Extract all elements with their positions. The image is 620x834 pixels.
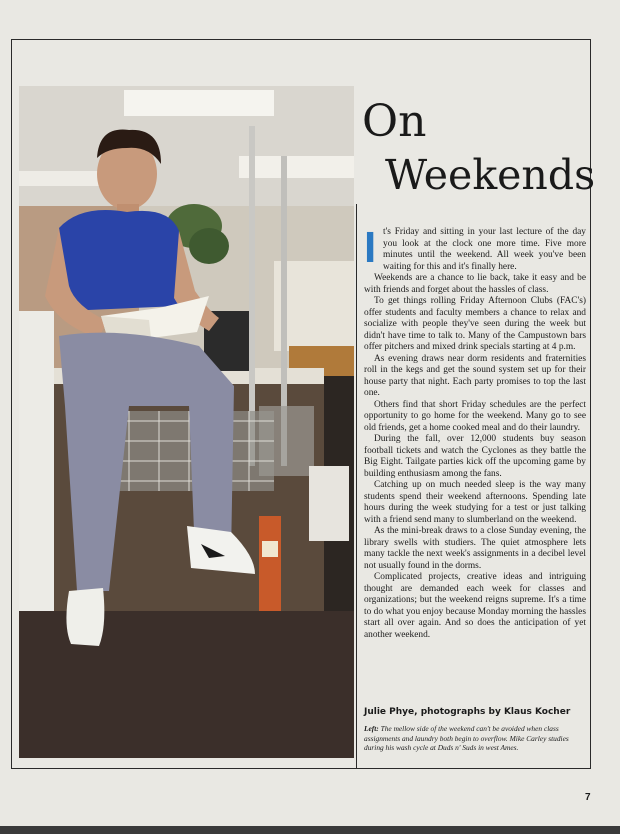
article-paragraph: Complicated projects, creative ideas and intriguing thought are demanded each week for classes and organizations; but the weekend reigns supreme. It's a time to do what you enjoy because Monday morning the hassles start all over again. And so does the anticipation of yet another weekend. [364, 572, 586, 640]
article-paragraph: As evening draws near dorm residents and fraternities roll in the kegs and get the sound system set up for their house party that night. Each party promises to top the last one. [364, 353, 586, 398]
article-paragraph: Catching up on much needed sleep is the way many students spend their weekend afternoons. Spending late hours during the week studying for a test or just talking with a friend send many to slumberland on the weekend. [364, 480, 586, 525]
bottom-edge [0, 826, 620, 834]
article-paragraph: Weekends are a chance to lie back, take it easy and be with friends and forget about the hassles of class. [364, 273, 586, 295]
caption-text: The mellow side of the weekend can't be avoided when class assignments and laundry both begin to overflow. Mike Carley studies during his wash cycle at Duds n' Suds in west Ames. [364, 724, 569, 753]
drop-cap: I [364, 223, 377, 272]
article-paragraph: As the mini-break draws to a close Sunday evening, the library swells with studiers. The quiet atmosphere lets many tackle the next week's assignments in a decibel level not usually found in the dorms. [364, 526, 586, 571]
caption-lead: Left: [364, 724, 379, 733]
title-line-on: On [362, 96, 427, 147]
article-paragraph: It's Friday and sitting in your last lecture of the day you look at the clock one more time. Five more minutes until the weekend. All week you've been waiting for this and it's finally here. [364, 223, 586, 272]
title-line-weekends: Weekends [385, 151, 596, 199]
article-paragraph: To get things rolling Friday Afternoon Clubs (FAC's) offer students and faculty members a chance to relax and socialize with people they've seen during the week but didn't have time to talk to. Many of the Campustown bars offer pitchers and mixed drink specials starting at 4 p.m. [364, 296, 586, 352]
article-paragraph: Others find that short Friday schedules are the perfect opportunity to go home for the weekend. Many go to see old friends, get a home cooked meal and do their laundry. [364, 399, 586, 433]
page-number: 7 [585, 792, 591, 803]
byline: Julie Phye, photographs by Klaus Kocher [364, 707, 571, 717]
photo-caption [364, 724, 582, 753]
article-paragraph: During the fall, over 12,000 students buy season football tickets and watch the Cyclones as they battle the Big Eight. Tailgate parties kick off the upcoming game by building enthusiasm among the fans. [364, 434, 586, 479]
column-divider [356, 204, 357, 769]
laundromat-photo [19, 86, 354, 758]
article-body [364, 223, 586, 641]
